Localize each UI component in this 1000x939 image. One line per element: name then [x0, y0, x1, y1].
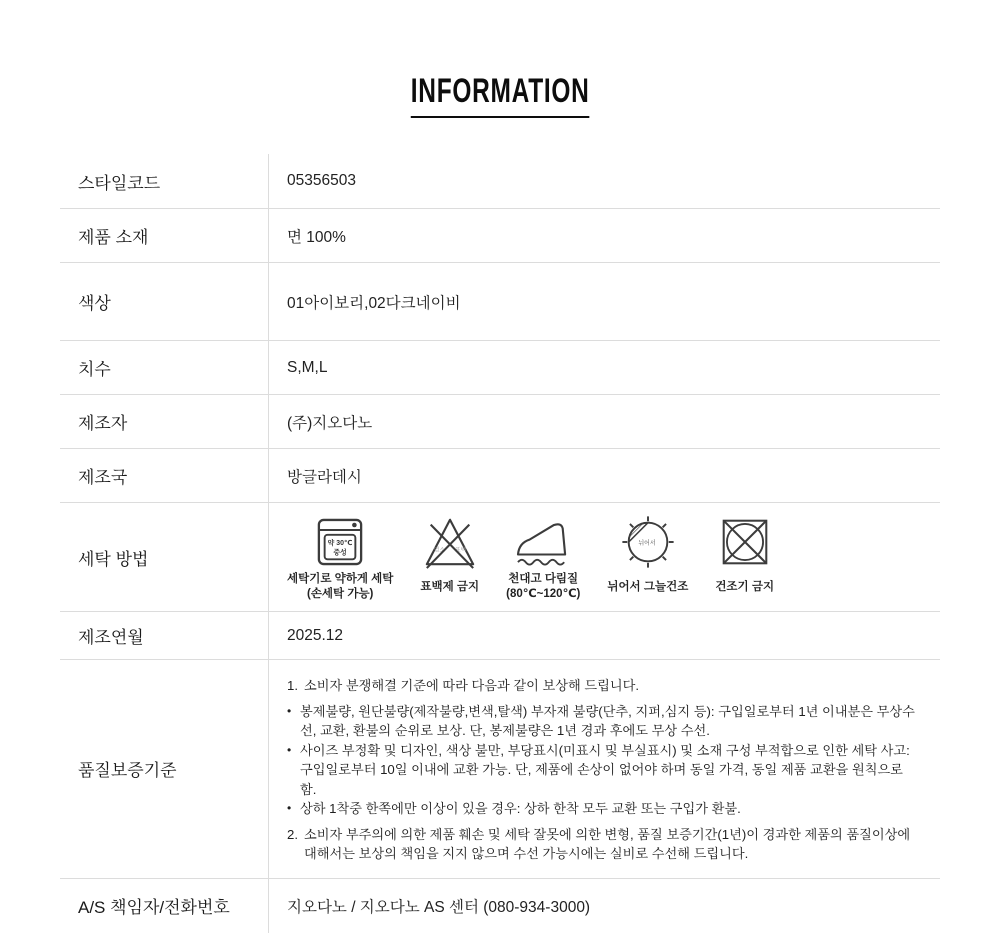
table-row-style-code [60, 154, 940, 208]
row-label: 제품 소재 [78, 228, 149, 247]
row-value: 지오다노 / 지오다노 AS 센터 (080-934-3000) [268, 879, 940, 933]
bleach-inner-right-text: 표백 [454, 547, 466, 554]
warranty-text-block [268, 660, 940, 878]
product-information-page [60, 0, 940, 933]
care-caption [506, 571, 580, 603]
care-item-no-tumble-dry [715, 513, 774, 603]
row-label: 제조자 [78, 414, 128, 433]
table-row-country [60, 448, 940, 502]
table-row-as-contact [60, 878, 940, 933]
paragraph-text: 소비자 분쟁해결 기준에 따라 다음과 같이 보상해 드립니다. [304, 678, 640, 693]
row-label: 품질보증기준 [78, 761, 177, 781]
row-value: 05356503 [268, 154, 940, 208]
row-label: A/S 책임자/전화번호 [78, 898, 230, 917]
row-value: 면 100% [268, 209, 940, 262]
product-info-table [60, 154, 940, 933]
care-icon-strip [287, 503, 774, 611]
row-value: S,M,L [268, 341, 940, 394]
care-caption-line: 뉘어서 그늘건조 [607, 580, 689, 593]
care-item-machine-wash [287, 513, 393, 603]
table-row-size [60, 340, 940, 394]
care-caption [607, 571, 688, 603]
care-caption-line: (80℃~120℃) [506, 588, 581, 600]
row-label: 스타일코드 [78, 173, 161, 193]
iron-with-cloth-icon [514, 513, 572, 571]
care-caption-line: 건조기 금지 [715, 580, 775, 593]
care-item-iron [506, 513, 580, 603]
paragraph-marker: • [287, 801, 292, 815]
row-label: 색상 [78, 294, 111, 313]
row-label: 제조연월 [78, 628, 144, 647]
paragraph-text: 사이즈 부정확 및 디자인, 색상 불만, 부당표시(미표시 및 부실표시) 및 소재 구성 부적합으로 인한 세탁 사고: 구입일로부터 10일 이내에 교환 가능. 단, 제품에 손상이 없어야 하며 동일 가격, 동일 제품 교환을 원칙으로 함. [300, 742, 910, 797]
table-row-manufacture-date [60, 611, 940, 659]
paragraph-marker: 1. [287, 678, 298, 693]
care-item-no-bleach [420, 513, 479, 603]
paragraph-text: 상하 1착중 한쪽에만 이상이 있을 경우: 상하 한착 모두 교환 또는 구입가 환불. [300, 801, 741, 816]
no-tumble-dry-icon [720, 513, 770, 571]
warranty-paragraph [287, 676, 916, 696]
flat-dry-shade-icon [619, 513, 677, 571]
machine-wash-icon [316, 513, 364, 571]
page-header [60, 72, 940, 118]
care-caption [287, 571, 393, 603]
table-row-material [60, 208, 940, 262]
care-caption [715, 571, 774, 603]
table-row-color [60, 262, 940, 340]
warranty-paragraph [287, 702, 916, 741]
paragraph-text: 소비자 부주의에 의한 제품 훼손 및 세탁 잘못에 의한 변형, 품질 보증기간(1년)이 경과한 제품의 품질이상에 대해서는 보상의 책임을 지지 않으며 수선 가능시에는 실비로 수선해 드립니다. [304, 826, 911, 861]
no-bleach-icon [422, 513, 478, 571]
row-label: 제조국 [78, 468, 128, 487]
care-caption-line: (손세탁 가능) [306, 588, 374, 600]
warranty-paragraph [287, 741, 916, 800]
row-value: (주)지오다노 [268, 395, 940, 448]
care-item-flat-dry [607, 513, 688, 603]
paragraph-marker: • [287, 742, 292, 757]
page-title: INFORMATION [411, 72, 590, 118]
row-value: 2025.12 [268, 612, 940, 659]
table-row-warranty [60, 659, 940, 878]
warranty-paragraph [287, 825, 916, 864]
bleach-inner-left-text: 염소 [433, 547, 445, 554]
warranty-paragraph [287, 799, 916, 819]
care-caption [420, 571, 479, 603]
table-row-manufacturer [60, 394, 940, 448]
row-label: 세탁 방법 [78, 549, 149, 569]
paragraph-marker: • [287, 703, 292, 718]
row-value: 방글라데시 [268, 449, 940, 502]
table-row-care [60, 502, 940, 611]
flat-dry-inner-text: 뉘어서 [638, 540, 656, 547]
care-instructions [268, 503, 940, 611]
row-label: 치수 [78, 360, 111, 379]
care-caption-line: 천대고 다림질 [508, 573, 579, 585]
paragraph-text: 봉제불량, 원단불량(제작불량,변색,탈색) 부자재 불량(단추, 지퍼,심지 등): 구입일로부터 1년 이내분은 무상수선, 교환, 환불의 순위로 보상. 단, 봉제불량은 1년 경과 후에도 무상 수선. [300, 703, 915, 738]
care-caption-line: 세탁기로 약하게 세탁 [287, 573, 394, 585]
wash-temp-text: 약 30℃ [327, 539, 353, 547]
care-caption-line: 표백제 금지 [420, 580, 480, 593]
wash-detergent-text: 중성 [333, 549, 347, 557]
row-value: 01아이보리,02다크네이비 [268, 263, 940, 340]
paragraph-marker: 2. [287, 826, 298, 842]
